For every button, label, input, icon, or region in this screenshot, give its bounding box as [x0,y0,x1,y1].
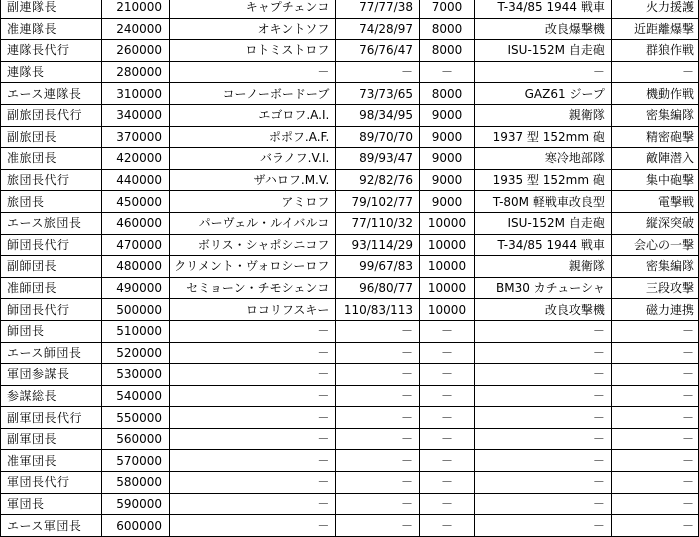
skill-cell: － [611,385,698,407]
commander-name-cell: バラノフ.V.I. [170,148,336,170]
table-row [1,407,699,429]
points-cell: 570000 [102,450,170,472]
rank-cell: 准師団長 [1,277,102,299]
unit-cell: － [475,320,612,342]
stats-cell: 98/34/95 [336,104,420,126]
points-cell: 510000 [102,320,170,342]
table-row [1,450,699,472]
unit-cell: － [475,515,612,537]
stats-cell: － [336,407,420,429]
table-row [1,385,699,407]
unit-cell: － [475,364,612,386]
rank-cell: 軍団参謀長 [1,364,102,386]
table-row [1,428,699,450]
skill-cell: 三段攻撃 [611,277,698,299]
points-cell: 260000 [102,40,170,62]
skill-cell: － [611,515,698,537]
commander-name-cell: － [170,493,336,515]
table-row [1,104,699,126]
points-cell: 560000 [102,428,170,450]
commander-name-cell: ロコリフスキー [170,299,336,321]
skill-cell: 敵陣潜入 [611,148,698,170]
skill-cell: 密集編隊 [611,104,698,126]
commander-name-cell: － [170,320,336,342]
rank-cell: エース旅団長 [1,212,102,234]
table-row [1,515,699,537]
skill-cell: － [611,407,698,429]
points-cell: 540000 [102,385,170,407]
cost-cell: 8000 [420,18,475,40]
points-cell: 480000 [102,256,170,278]
cost-cell: 7000 [420,0,475,18]
rank-cell: 副軍団長代行 [1,407,102,429]
commander-name-cell: セミョーン・チモシェンコ [170,277,336,299]
table-row [1,299,699,321]
stats-cell: － [336,342,420,364]
skill-cell: 縦深突破 [611,212,698,234]
unit-cell: － [475,493,612,515]
cost-cell: 10000 [420,256,475,278]
commander-name-cell: キャプチェンコ [170,0,336,18]
skill-cell: 火力援護 [611,0,698,18]
unit-cell: T-34/85 1944 戦車 [475,0,612,18]
unit-cell: － [475,407,612,429]
commander-name-cell: ザハロフ.M.V. [170,169,336,191]
stats-cell: － [336,515,420,537]
commander-name-cell: パーヴェル・ルイバルコ [170,212,336,234]
table-row [1,277,699,299]
table-row [1,148,699,170]
table-row [1,320,699,342]
table-row [1,40,699,62]
cost-cell: 8000 [420,40,475,62]
commander-name-cell: － [170,450,336,472]
stats-cell: － [336,450,420,472]
stats-cell: 99/67/83 [336,256,420,278]
unit-cell: ISU-152M 自走砲 [475,40,612,62]
cost-cell: － [420,320,475,342]
rank-cell: エース連隊長 [1,83,102,105]
unit-cell: 寒冷地部隊 [475,148,612,170]
points-cell: 370000 [102,126,170,148]
rank-cell: 軍団長代行 [1,472,102,494]
rank-cell: 副旅団長 [1,126,102,148]
unit-cell: GAZ61 ジープ [475,83,612,105]
commander-name-cell: アミロフ [170,191,336,213]
skill-cell: 密集編隊 [611,256,698,278]
points-cell: 470000 [102,234,170,256]
rank-cell: 師団長代行 [1,299,102,321]
cost-cell: － [420,450,475,472]
rank-cell: 准軍団長 [1,450,102,472]
points-cell: 450000 [102,191,170,213]
table-row [1,169,699,191]
skill-cell: 集中砲撃 [611,169,698,191]
rank-cell: 准連隊長 [1,18,102,40]
cost-cell: 8000 [420,83,475,105]
stats-cell: 96/80/77 [336,277,420,299]
unit-cell: 親衛隊 [475,104,612,126]
commander-name-cell: クリメント・ヴォロシーロフ [170,256,336,278]
rank-cell: 軍団長 [1,493,102,515]
unit-cell: 改良攻撃機 [475,299,612,321]
rank-cell: 旅団長 [1,191,102,213]
unit-cell: － [475,450,612,472]
commander-name-cell: ポポフ.A.F. [170,126,336,148]
unit-cell: 1935 型 152mm 砲 [475,169,612,191]
points-cell: 530000 [102,364,170,386]
points-cell: 280000 [102,61,170,83]
cost-cell: 9000 [420,169,475,191]
stats-cell: 73/73/65 [336,83,420,105]
commander-name-cell: － [170,407,336,429]
rank-cell: 旅団長代行 [1,169,102,191]
cost-cell: － [420,364,475,386]
skill-cell: － [611,364,698,386]
points-cell: 460000 [102,212,170,234]
stats-cell: 89/93/47 [336,148,420,170]
skill-cell: － [611,61,698,83]
points-cell: 600000 [102,515,170,537]
commander-name-cell: オキントソフ [170,18,336,40]
cost-cell: － [420,493,475,515]
table-row [1,493,699,515]
table-row [1,0,699,18]
rank-cell: 副師団長 [1,256,102,278]
stats-cell: － [336,385,420,407]
commander-name-cell: － [170,61,336,83]
unit-cell: － [475,61,612,83]
commander-name-cell: － [170,385,336,407]
stats-cell: － [336,364,420,386]
points-cell: 340000 [102,104,170,126]
skill-cell: － [611,493,698,515]
cost-cell: － [420,407,475,429]
rank-cell: 師団長代行 [1,234,102,256]
points-cell: 550000 [102,407,170,429]
skill-cell: 磁力連携 [611,299,698,321]
points-cell: 590000 [102,493,170,515]
cost-cell: 10000 [420,234,475,256]
cost-cell: 9000 [420,191,475,213]
points-cell: 490000 [102,277,170,299]
unit-cell: － [475,472,612,494]
commander-name-cell: － [170,364,336,386]
rank-cell: 参謀総長 [1,385,102,407]
rank-cell: エース師団長 [1,342,102,364]
skill-cell: 機動作戦 [611,83,698,105]
cost-cell: 10000 [420,277,475,299]
commander-name-cell: － [170,342,336,364]
rank-cell: 師団長 [1,320,102,342]
unit-cell: 親衛隊 [475,256,612,278]
unit-cell: 1937 型 152mm 砲 [475,126,612,148]
commander-name-cell: エゴロフ.A.I. [170,104,336,126]
cost-cell: － [420,385,475,407]
stats-cell: 79/102/77 [336,191,420,213]
unit-cell: T-34/85 1944 戦車 [475,234,612,256]
stats-cell: 77/110/32 [336,212,420,234]
cost-cell: 9000 [420,104,475,126]
rank-cell: エース軍団長 [1,515,102,537]
points-cell: 500000 [102,299,170,321]
skill-cell: 電撃戦 [611,191,698,213]
table-row [1,342,699,364]
commander-name-cell: ボリス・シャポシニコフ [170,234,336,256]
cost-cell: － [420,61,475,83]
stats-cell: － [336,493,420,515]
rank-cell: 副旅団長代行 [1,104,102,126]
commander-name-cell: － [170,472,336,494]
stats-cell: 77/77/38 [336,0,420,18]
commander-name-cell: － [170,515,336,537]
stats-cell: － [336,320,420,342]
rank-cell: 連隊長代行 [1,40,102,62]
skill-cell: － [611,472,698,494]
table-row [1,212,699,234]
cost-cell: 9000 [420,126,475,148]
table-row [1,364,699,386]
skill-cell: － [611,320,698,342]
unit-cell: 改良爆撃機 [475,18,612,40]
table-row [1,61,699,83]
skill-cell: － [611,428,698,450]
points-cell: 210000 [102,0,170,18]
stats-cell: 76/76/47 [336,40,420,62]
points-cell: 420000 [102,148,170,170]
stats-cell: － [336,61,420,83]
rank-cell: 副軍団長 [1,428,102,450]
points-cell: 440000 [102,169,170,191]
stats-cell: 92/82/76 [336,169,420,191]
unit-cell: － [475,428,612,450]
table-row [1,472,699,494]
rank-cell: 連隊長 [1,61,102,83]
rank-cell: 准旅団長 [1,148,102,170]
stats-cell: － [336,428,420,450]
unit-cell: T-80M 軽戦車改良型 [475,191,612,213]
points-cell: 520000 [102,342,170,364]
unit-cell: － [475,342,612,364]
table-row [1,18,699,40]
table-row [1,256,699,278]
unit-cell: － [475,385,612,407]
skill-cell: － [611,342,698,364]
points-cell: 310000 [102,83,170,105]
commander-name-cell: コーノーボードーブ [170,83,336,105]
skill-cell: 精密砲撃 [611,126,698,148]
table-row [1,234,699,256]
cost-cell: 10000 [420,299,475,321]
stats-cell: － [336,472,420,494]
skill-cell: 群狼作戦 [611,40,698,62]
skill-cell: 近距離爆撃 [611,18,698,40]
cost-cell: 10000 [420,212,475,234]
commander-name-cell: － [170,428,336,450]
cost-cell: － [420,515,475,537]
skill-cell: － [611,450,698,472]
points-cell: 580000 [102,472,170,494]
stats-cell: 89/70/70 [336,126,420,148]
cost-cell: － [420,472,475,494]
rank-cell: 副連隊長 [1,0,102,18]
cost-cell: － [420,428,475,450]
skill-cell: 会心の一撃 [611,234,698,256]
commander-name-cell: ロトミストロフ [170,40,336,62]
stats-cell: 93/114/29 [336,234,420,256]
table-row [1,191,699,213]
unit-cell: BM30 カチューシャ [475,277,612,299]
cost-cell: － [420,342,475,364]
unit-cell: ISU-152M 自走砲 [475,212,612,234]
stats-cell: 74/28/97 [336,18,420,40]
stats-cell: 110/83/113 [336,299,420,321]
table-row [1,83,699,105]
points-cell: 240000 [102,18,170,40]
cost-cell: 9000 [420,148,475,170]
table-row [1,126,699,148]
